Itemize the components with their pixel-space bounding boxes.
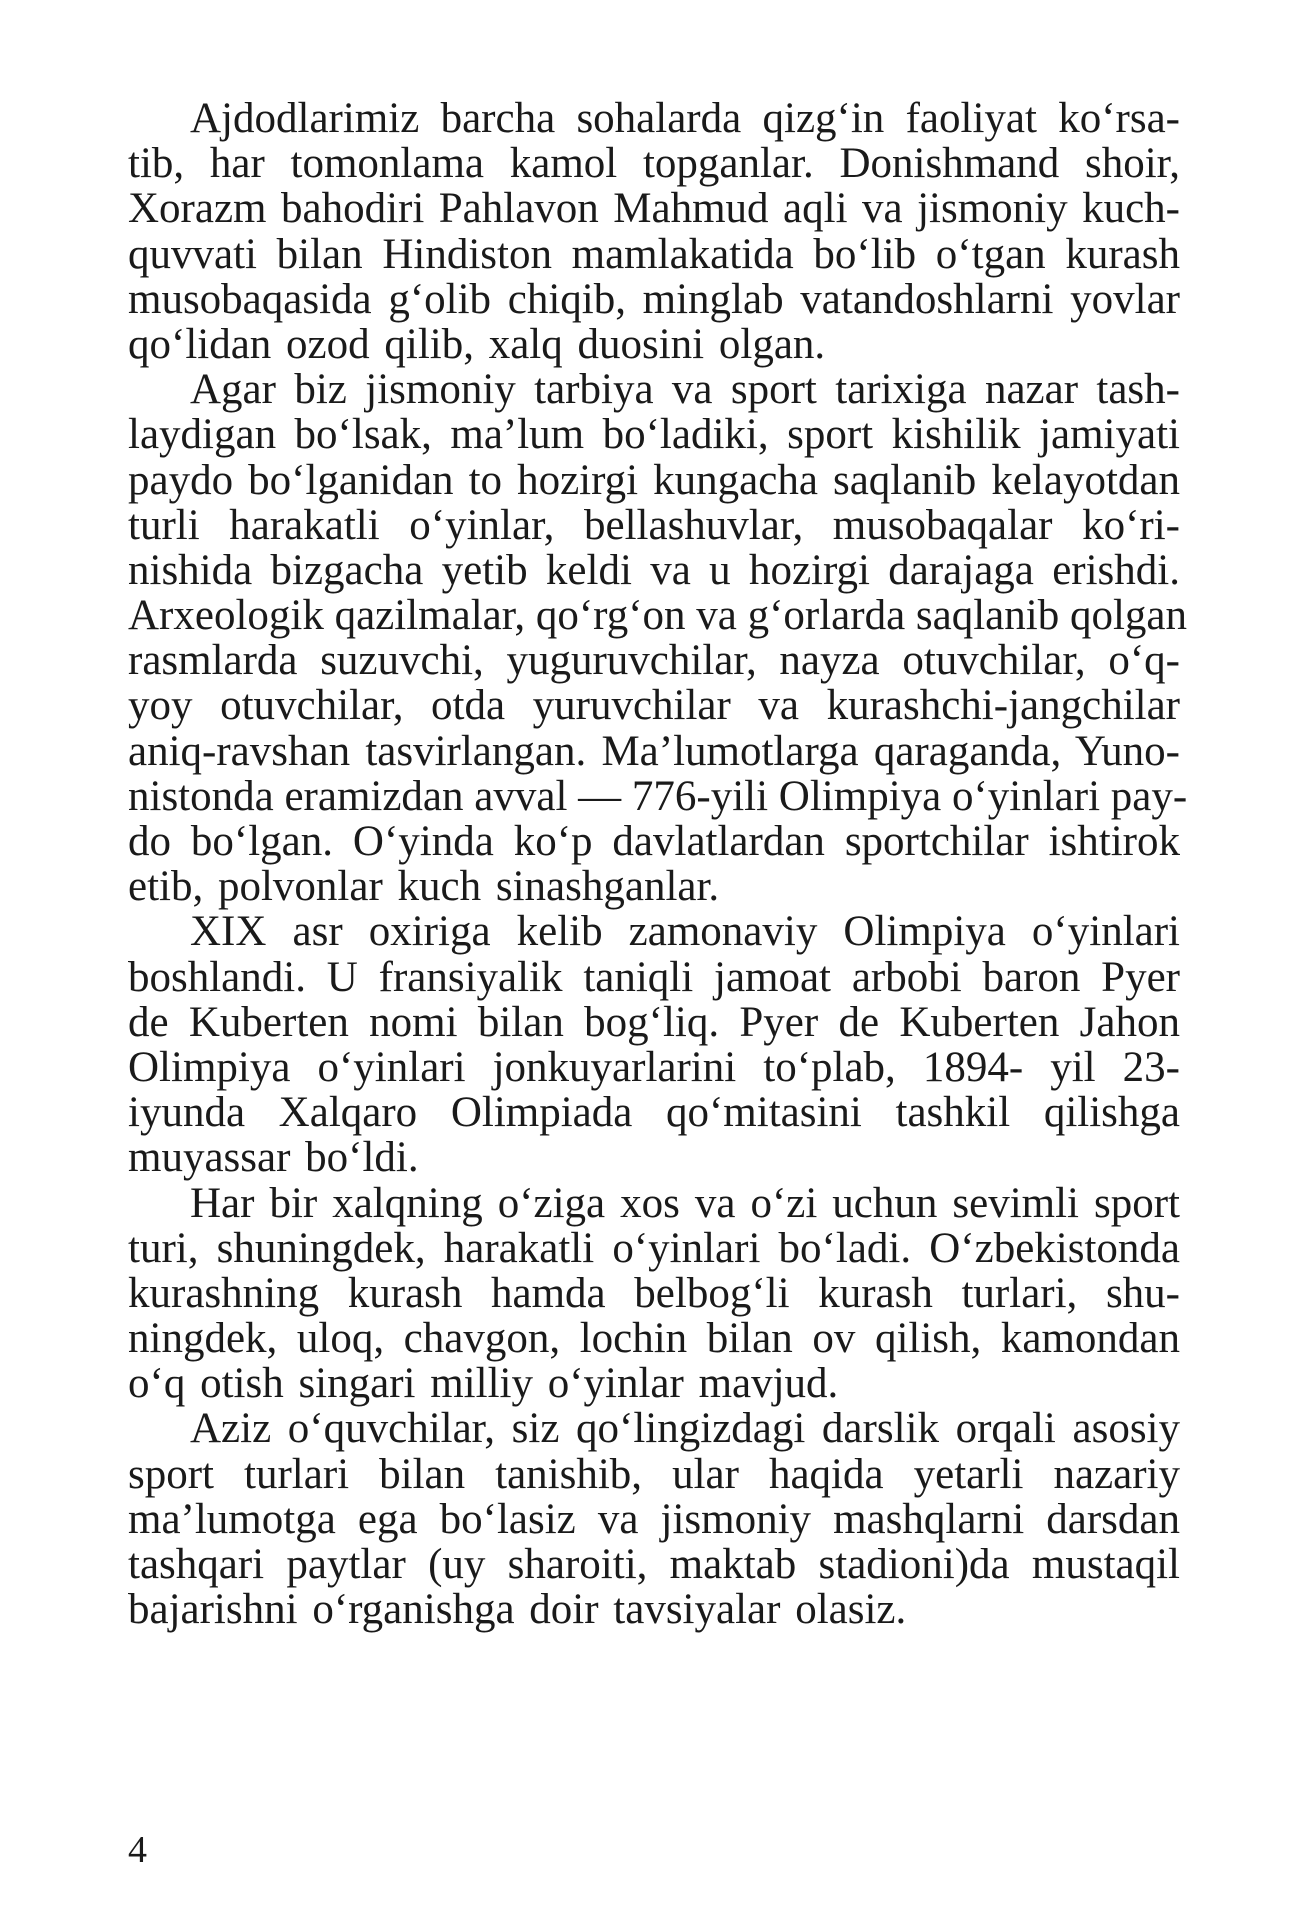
text-line: qo‘lidan ozod qilib, xalq duosini olgan. — [128, 320, 826, 368]
text-line: turi, shuningdek, harakatli o‘yinlari bo‘ladi. O‘zbekistonda — [128, 1224, 1180, 1272]
paragraph — [128, 96, 1180, 367]
text-line: Xorazm bahodiri Pahlavon Mahmud aqli va jismoniy kuch- — [128, 185, 1180, 233]
text-line: nistonda eramizdan avval — 776-yili Olimpiya o‘yinlari pay- — [128, 772, 1188, 820]
page-number: 4 — [128, 1829, 147, 1871]
text-line: tib, har tomonlama kamol topganlar. Donishmand shoir, — [128, 140, 1180, 188]
paragraph — [128, 1181, 1180, 1407]
text-line: o‘q otish singari milliy o‘yinlar mavjud. — [128, 1360, 839, 1408]
text-line: boshlandi. U fransiyalik taniqli jamoat arbobi baron Pyer — [128, 953, 1180, 1001]
text-line: tashqari paytlar (uy sharoiti, maktab stadioni)da mustaqil — [128, 1541, 1180, 1588]
text-line: Har bir xalqning o‘ziga xos va o‘zi uchun sevimli sport — [190, 1179, 1180, 1227]
text-line: Ajdodlarimiz barcha sohalarda qizg‘in faoliyat ko‘rsa- — [190, 95, 1180, 142]
text-line: de Kuberten nomi bilan bog‘liq. Pyer de Kuberten Jahon — [128, 998, 1180, 1046]
text-line: bajarishni o‘rganishga doir tavsiyalar olasiz. — [128, 1586, 907, 1634]
paragraph — [128, 1406, 1180, 1632]
text-line: XIX asr oxiriga kelib zamonaviy Olimpiya o‘yinlari — [190, 908, 1180, 956]
text-line: ningdek, uloq, chavgon, lochin bilan ov qilish, kamondan — [128, 1315, 1180, 1363]
text-line: Aziz o‘quvchilar, siz qo‘lingizdagi darslik orqali asosiy — [190, 1405, 1180, 1453]
text-line: Agar biz jismoniy tarbiya va sport tarixiga nazar tash- — [190, 366, 1180, 414]
text-line: Olimpiya o‘yinlari jonkuyarlarini to‘plab, 1894- yil 23- — [128, 1043, 1180, 1091]
text-line: yoy otuvchilar, otda yuruvchilar va kurashchi-jangchilar — [128, 682, 1180, 730]
text-line: aniq-ravshan tasvirlangan. Ma’lumotlarga qaraganda, Yuno- — [128, 727, 1180, 775]
text-line: turli harakatli o‘yinlar, bellashuvlar, musobaqalar ko‘ri- — [128, 501, 1180, 549]
text-line: do bo‘lgan. O‘yinda ko‘p davlatlardan sportchilar ishtirok — [128, 818, 1180, 865]
text-line: sport turlari bilan tanishib, ular haqida yetarli nazariy — [128, 1450, 1180, 1498]
text-line: musobaqasida g‘olib chiqib, minglab vatandoshlarni yovlar — [128, 275, 1180, 323]
page-body-text — [128, 95, 1188, 1634]
text-line: muyassar bo‘ldi. — [128, 1134, 419, 1182]
text-line: quvvati bilan Hindiston mamlakatida bo‘lib o‘tgan kurash — [128, 230, 1180, 278]
text-line: laydigan bo‘lsak, ma’lum bo‘ladiki, sport kishilik jamiyati — [128, 411, 1180, 459]
text-line: ma’lumotga ega bo‘lasiz va jismoniy mashqlarni darsdan — [128, 1495, 1180, 1543]
text-line: rasmlarda suzuvchi, yuguruvchilar, nayza otuvchilar, o‘q- — [128, 637, 1180, 685]
text-line: paydo bo‘lganidan to hozirgi kungacha saqlanib kelayotdan — [128, 456, 1180, 504]
text-line: etib, polvonlar kuch sinashganlar. — [128, 863, 720, 911]
text-line: nishida bizgacha yetib keldi va u hozirgi darajaga erishdi. — [128, 546, 1180, 594]
text-line: iyunda Xalqaro Olimpiada qo‘mitasini tashkil qilishga — [128, 1089, 1180, 1137]
text-line: Arxeologik qazilmalar, qo‘rg‘on va g‘orlarda saqlanib qolgan — [128, 592, 1188, 640]
paragraph — [128, 909, 1180, 1180]
paragraph — [128, 366, 1188, 911]
text-line: kurashning kurash hamda belbog‘li kurash turlari, shu- — [128, 1269, 1180, 1317]
